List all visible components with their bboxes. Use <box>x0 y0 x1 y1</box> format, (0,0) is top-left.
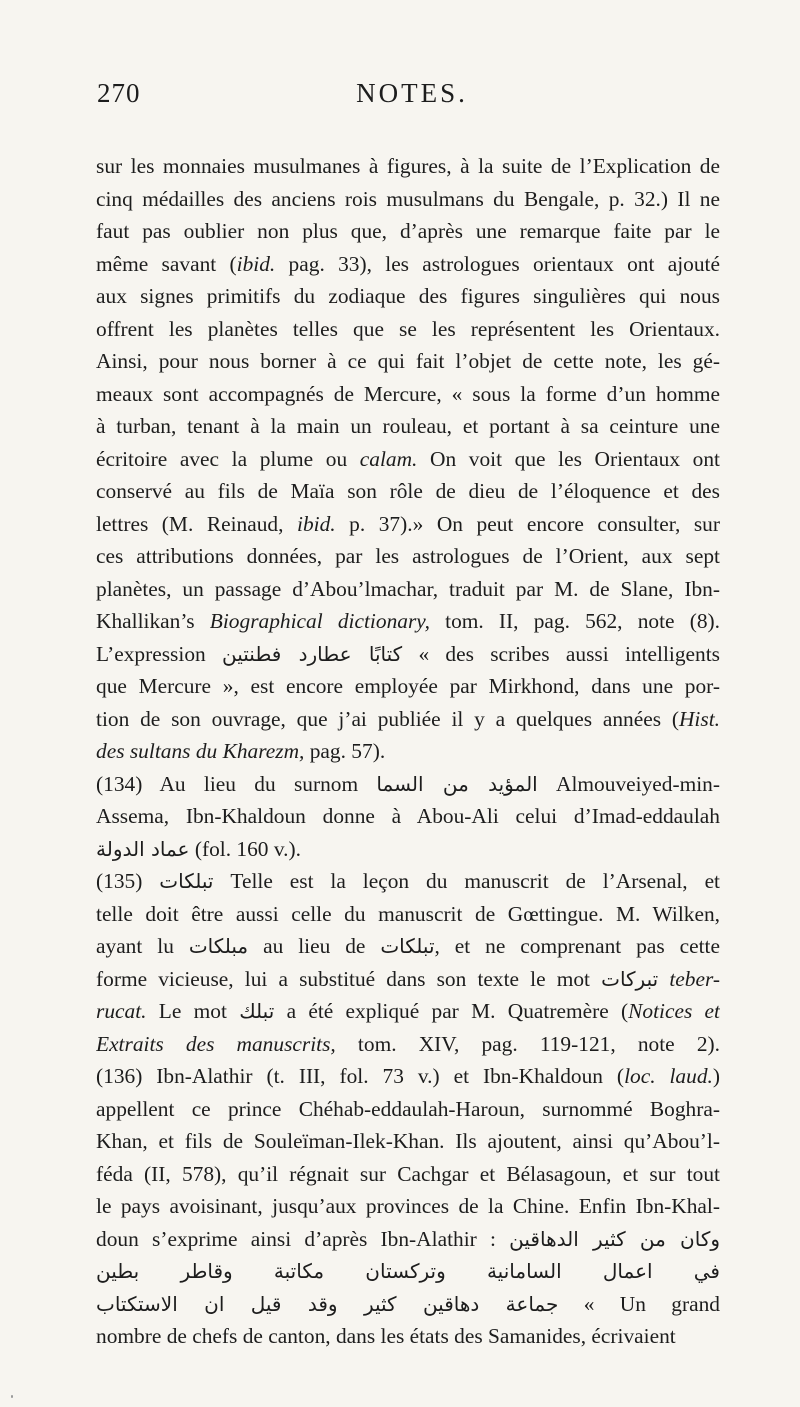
text-line <box>96 508 720 541</box>
italic-text: Hist. <box>678 706 720 731</box>
text-run: (fol. 160 v.). <box>189 836 301 861</box>
text-run: le pays avoisinant, jusqu’aux provinces de la Chine. Enfin Ibn-Khal- <box>96 1194 720 1218</box>
text-line <box>96 1223 720 1256</box>
text-run: Almouveiyed-min- <box>537 771 720 796</box>
text-line <box>96 378 720 411</box>
text-run: Ainsi, pour nous borner à ce qui fait l’objet de cette note, les gé- <box>96 349 720 373</box>
italic-text: rucat. <box>96 999 147 1023</box>
text-line <box>96 670 720 703</box>
text-line <box>96 280 720 313</box>
arabic-text: تبركات <box>601 966 659 991</box>
text-run: sur les monnaies musulmanes à figures, à la suite de l’Explication de <box>96 154 720 178</box>
text-line <box>96 313 720 346</box>
text-run: planètes, un passage d’Abou’lmachar, traduit par M. de Slane, Ibn- <box>96 576 720 601</box>
text-run: tion de son ouvrage, que j’ai publiée il y a quelques années ( <box>96 706 679 731</box>
text-line <box>96 898 720 931</box>
text-run: offrent les planètes telles que se les représentent les Orientaux. <box>96 316 720 341</box>
text-run: appellent ce prince Chéhab-eddaulah-Haroun, surnommé Boghra- <box>96 1096 720 1121</box>
running-head: NOTES. <box>356 78 468 108</box>
text-run: (135) <box>96 869 160 893</box>
text-line <box>96 1125 720 1158</box>
arabic-text: في اعمال السامانية وتركستان مكاتبة وقاطر بطين <box>96 1259 720 1283</box>
italic-text: Biographical dictionary, <box>209 609 430 633</box>
text-line <box>96 833 720 866</box>
arabic-text: تبلك <box>239 999 275 1023</box>
text-line <box>96 540 720 573</box>
text-run: On voit que les Orientaux ont <box>417 446 720 471</box>
text-run: tom. XIV, pag. 119-121, note 2). <box>335 1031 720 1056</box>
text-line <box>96 1255 720 1288</box>
paper-speck <box>11 1395 13 1398</box>
text-line <box>96 573 720 606</box>
text-line <box>96 605 720 638</box>
text-run: au lieu de <box>248 934 381 958</box>
text-run: a été expliqué par M. Quatremère ( <box>274 999 629 1023</box>
text-line <box>96 1060 720 1093</box>
text-run: que Mercure », est encore employée par Mirkhond, dans une por- <box>96 674 720 698</box>
text-line <box>96 865 720 898</box>
text-line <box>96 345 720 378</box>
text-run: (136) Ibn-Alathir (t. III, fol. 73 v.) et Ibn-Khaldoun ( <box>96 1064 625 1088</box>
text-run: lettres (M. Reinaud, <box>96 511 297 536</box>
arabic-text: تبلكات <box>380 934 435 958</box>
text-line <box>96 248 720 281</box>
text-run: à turban, tenant à la main un rouleau, et portant à sa ceinture une <box>96 414 720 438</box>
text-run: meaux sont accompagnés de Mercure, « sous la forme d’un homme <box>96 381 720 406</box>
text-line <box>96 1190 720 1223</box>
text-run: conservé au fils de Maïa son rôle de dieu de l’éloquence et des <box>96 479 720 503</box>
text-line <box>96 1288 720 1321</box>
text-line <box>96 1028 720 1061</box>
italic-text: calam. <box>359 446 418 471</box>
text-run: , et ne comprenant pas cette <box>434 934 720 958</box>
text-run: L’expression <box>96 641 222 666</box>
italic-text: Extraits des manuscrits, <box>96 1031 336 1056</box>
text-line <box>96 735 720 768</box>
text-line <box>96 638 720 671</box>
text-run: cinq médailles des anciens rois musulmans du Bengale, p. 32.) Il ne <box>96 186 720 211</box>
text-run: pag. 33), les astrologues orientaux ont ajouté <box>275 251 720 276</box>
text-run: nombre de chefs de canton, dans les états des Samanides, écrivaient <box>96 1324 676 1348</box>
arabic-text: جماعة دهاقين كثير وقد قيل ان الاستكتاب <box>96 1291 559 1316</box>
text-line <box>96 410 720 443</box>
text-run: Khan, et fils de Souleïman-Ilek-Khan. Ils ajoutent, ainsi qu’Abou’l- <box>96 1129 720 1153</box>
italic-text: loc. laud. <box>624 1064 713 1088</box>
text-line <box>96 1093 720 1126</box>
italic-text: Notices et <box>628 999 720 1023</box>
text-run: Khallikan’s <box>96 609 210 633</box>
page-number: 270 <box>97 78 141 108</box>
text-line <box>96 703 720 736</box>
text-run: « des scribes aussi intelligents <box>402 641 720 666</box>
page-header <box>97 78 719 118</box>
arabic-text: وكان من كثير الدهاقين <box>509 1226 720 1251</box>
text-run: écritoire avec la plume ou <box>96 446 360 471</box>
text-line <box>96 995 720 1028</box>
text-run: ces attributions données, par les astrologues de l’Orient, aux sept <box>96 544 720 568</box>
text-run: p. 37).» On peut encore consulter, sur <box>335 511 720 536</box>
text-line <box>96 800 720 833</box>
arabic-text: تبلكات <box>159 869 214 893</box>
text-run: « Un grand <box>558 1291 720 1316</box>
italic-text: ibid. <box>236 251 276 276</box>
text-run <box>658 967 669 991</box>
text-run: doun s’exprime ainsi d’après Ibn-Alathir : <box>96 1226 510 1251</box>
text-line <box>96 1320 720 1353</box>
italic-text: ibid. <box>297 511 336 536</box>
text-run: Le mot <box>146 999 240 1023</box>
text-run: même savant ( <box>96 251 237 276</box>
text-run: ) <box>712 1064 720 1088</box>
text-run: faut pas oublier non plus que, d’après une remarque faite par le <box>96 219 720 243</box>
text-run: féda (II, 578), qu’il régnait sur Cachgar et Bélasagoun, et sur tout <box>96 1161 720 1186</box>
text-run: aux signes primitifs du zodiaque des figures singulières qui nous <box>96 284 720 308</box>
text-run: pag. 57). <box>304 739 386 763</box>
notes-body-text <box>96 150 720 1353</box>
text-line <box>96 1158 720 1191</box>
text-line <box>96 768 720 801</box>
text-line <box>96 215 720 248</box>
text-line <box>96 475 720 508</box>
text-line <box>96 443 720 476</box>
text-run: (134) Au lieu du surnom <box>96 771 377 796</box>
arabic-text: مبلكات <box>188 934 249 958</box>
arabic-text: المؤيد من السما <box>376 771 538 796</box>
arabic-text: كتابًا عطارد فطنتين <box>222 641 403 666</box>
text-run: Telle est la leçon du manuscrit de l’Arsenal, et <box>213 869 720 893</box>
italic-text: teber- <box>669 966 720 991</box>
text-run: ayant lu <box>96 934 189 958</box>
text-line <box>96 183 720 216</box>
arabic-text: عماد الدولة <box>96 836 190 861</box>
text-line <box>96 150 720 183</box>
text-line <box>96 963 720 996</box>
text-run: forme vicieuse, lui a substitué dans son texte le mot <box>96 966 602 991</box>
text-line <box>96 930 720 963</box>
text-run: tom. II, pag. 562, note (8). <box>429 609 720 633</box>
text-run: telle doit être aussi celle du manuscrit de Gœttingue. M. Wilken, <box>96 901 720 926</box>
text-run: Assema, Ibn-Khaldoun donne à Abou-Ali celui d’Imad-eddaulah <box>96 804 720 828</box>
italic-text: des sultans du Kharezm, <box>96 739 305 763</box>
